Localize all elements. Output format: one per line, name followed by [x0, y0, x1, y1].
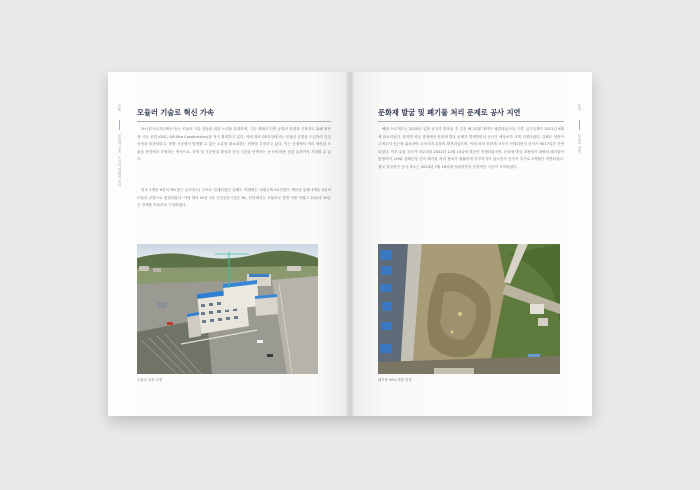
side-divider: [119, 120, 120, 130]
brochure-spread: [108, 72, 592, 416]
modular-construction-photo: [137, 244, 318, 374]
right-heading-rule: [378, 121, 564, 122]
book-gutter: [346, 72, 354, 416]
left-photo-caption: 모듈러 설치 전경: [137, 378, 163, 382]
waste-removal-photo: [378, 244, 560, 374]
right-paragraph-1: 해당 프로젝트는 2020년 입찰 공고가 발표된 후 같은 해 12월 계약이 체결되었으며, 이후 실시설계가 2021년 6월에 완료되었다. 하지만 착공 과정에서 문화재 발굴 문제가 발생하면서 공사가 예상보다 크게 지연되었다. 김해도 현장이 고려궁지 인근에 위치하여 고려시대 유물의 발견되었으며, 이에 따라 문화재 조사가 진행되면서 공사가 9017일간 지연되었다. 이후 유물 조사가 마무리된 2022년 12월 10일에 착공이 진행되었지만, 문화재 발굴 과정에서 대량의 폐기물이 발생하여, LH와 김해군청 간의 폐기물 처리 협의가 원활하게 이루어지지 않으면서 공사가 추가로 2개월간 지연되었다. 결국 실질적인 공사 착수는 2023년 7월 16일에 이뤄지면서 본격적인 시공이 시작되었다.: [378, 127, 564, 169]
right-heading: 문화재 발굴 및 폐기물 처리 문제로 공사 지연: [378, 108, 521, 117]
left-page: [108, 72, 350, 416]
left-heading-rule: [137, 121, 331, 122]
left-page-number: 036: [117, 104, 121, 112]
left-heading: 모듈러 기술로 혁신 가속: [137, 108, 214, 117]
left-paragraph-2: 당초 2개동 6층의 RC(철근 콘크리트) 구조로 설계되었던 김해도 이래에는 나래주택 GS건설이 제안을 통해 3개동 4층의 모듈러 공법으로 변경되었다. 이에 따라 20동 1층 주민공동시설은 RC, 단지에서는 모듈러로 혼합 적용 하였고 20동과 20동은 전체를 모듈러로 구성하였다.: [137, 188, 331, 208]
left-running-title: 모듈러 건축, 도시의 미래를 짓다: [117, 134, 121, 188]
right-side-divider: [579, 120, 580, 130]
left-paragraph-1: LH (한국토지주택공사)는 모듈러 기술 향상을 위한 노력을 강화하며, 기존 재래식 건축 공법의 한계를 극복하고 위해 탈현장 시공 공법 (OSC, Off-Site Construction)을 적극 확대하고 있다. 이에 따라 GS건설에서는 모듈러 공법을 도입하여 건설 공정을 표준화하고, 현장 시공에서 발생할 수 있는 오류를 최소화하는 전략을 추진하고 있다. 이는 공정에서 미리 제작된 모듈을 현장에서 조립하는 방식으로, 자재 및 시공품질 향상과 공사 기간을 단축하는 동시에 비용 절감 효과까지 기대할 수 있다.: [137, 127, 331, 162]
right-page: [350, 72, 592, 416]
right-photo-caption: 폐기물 90% 반출 전경: [378, 378, 412, 382]
right-running-title: 모듈러 건축: [577, 134, 581, 154]
right-page-number: 037: [577, 104, 581, 112]
